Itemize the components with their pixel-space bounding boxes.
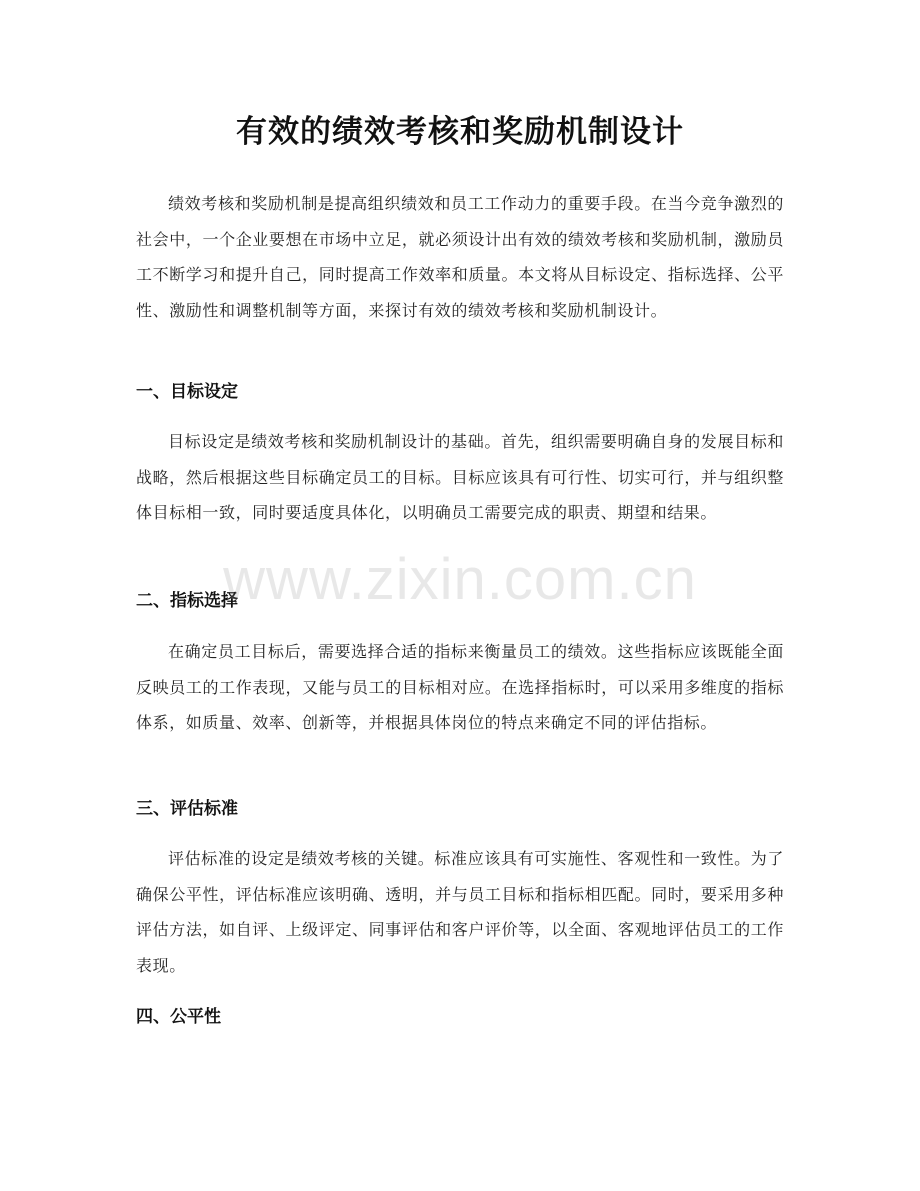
- section-heading-indicator-selection: 二、指标选择: [136, 591, 238, 611]
- section-heading-evaluation-criteria: 三、评估标准: [136, 799, 238, 819]
- section-body-goal-setting: 目标设定是绩效考核和奖励机制设计的基础。首先，组织需要明确自身的发展目标和战略，然后根据这些目标确定员工的目标。目标应该具有可行性、切实可行，并与组织整体目标相一致，同时要适度具体化，以明确员工需要完成的职责、期望和结果。: [136, 432, 784, 522]
- section-body-evaluation-criteria: 评估标准的设定是绩效考核的关键。标准应该具有可实施性、客观性和一致性。为了确保公平性，评估标准应该明确、透明，并与员工目标和指标相匹配。同时，要采用多种评估方法，如自评、上级评定、同事评估和客户评价等，以全面、客观地评估员工的工作表现。: [136, 849, 784, 975]
- section-body-indicator-selection: 在确定员工目标后，需要选择合适的指标来衡量员工的绩效。这些指标应该既能全面反映员工的工作表现，又能与员工的目标相对应。在选择指标时，可以采用多维度的指标体系，如质量、效率、创新等，并根据具体岗位的特点来确定不同的评估指标。: [136, 642, 784, 732]
- watermark: www.zixin.com.cn: [223, 547, 697, 612]
- section-heading-goal-setting: 一、目标设定: [136, 382, 238, 402]
- intro-paragraph: 绩效考核和奖励机制是提高组织绩效和员工工作动力的重要手段。在当今竞争激烈的社会中，一个企业要想在市场中立足，就必须设计出有效的绩效考核和奖励机制，激励员工不断学习和提升自己，同时提高工作效率和质量。本文将从目标设定、指标选择、公平性、激励性和调整机制等方面，来探讨有效的绩效考核和奖励机制设计。: [136, 194, 784, 320]
- document-title: 有效的绩效考核和奖励机制设计: [236, 114, 684, 150]
- section-heading-fairness: 四、公平性: [136, 1007, 221, 1027]
